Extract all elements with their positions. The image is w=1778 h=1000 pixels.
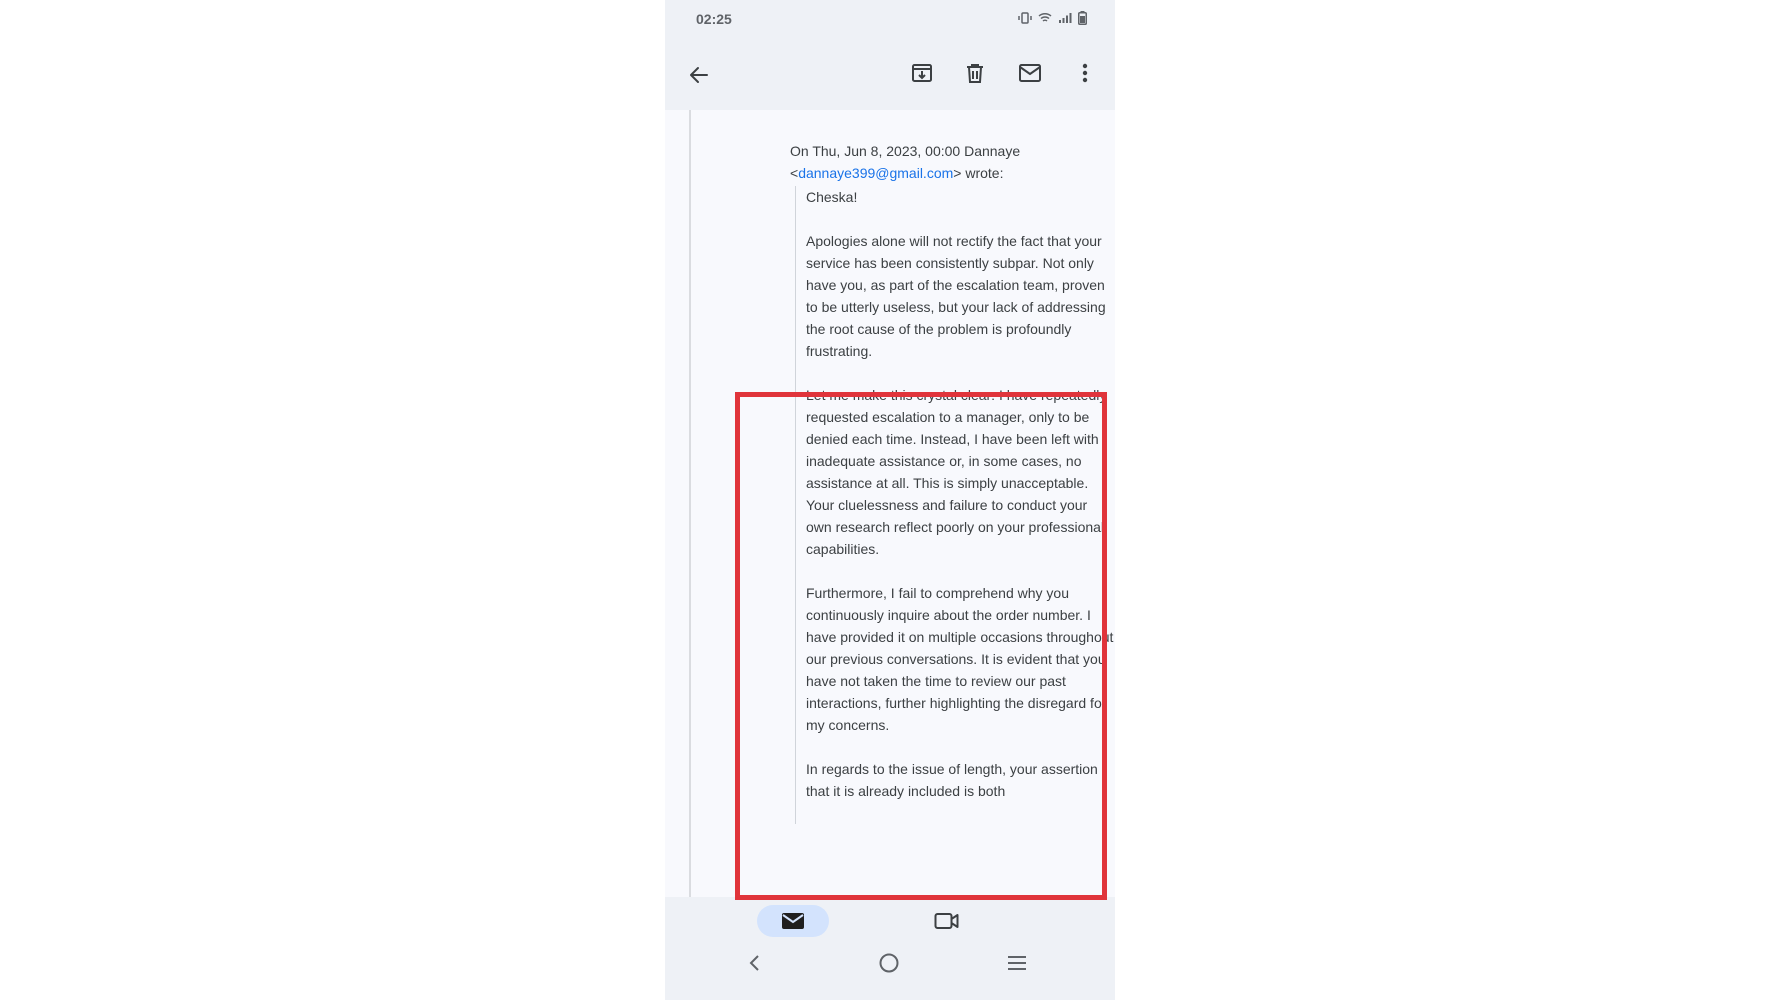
paragraph: Furthermore, I fail to comprehend why you continuously inquire about the order number. I have provided it on multiple occasions throughout our previous conversations. It is evident that you have not taken the time to review our past interactions, further highlighting the disregard for my concerns. <box>806 585 1114 733</box>
wifi-icon <box>1038 12 1052 24</box>
phone-screen <box>665 0 1115 1000</box>
bottom-navigation <box>665 897 1115 1000</box>
attribution-suffix: > wrote: <box>953 165 1004 181</box>
signal-icon <box>1058 12 1072 24</box>
recents-icon[interactable] <box>1005 951 1029 975</box>
thread-divider <box>689 110 691 897</box>
status-time: 02:25 <box>696 11 732 27</box>
status-bar <box>665 0 1115 40</box>
sender-email-link[interactable]: dannaye399@gmail.com <box>798 165 954 181</box>
back-arrow-icon[interactable] <box>681 57 717 93</box>
mark-unread-icon[interactable] <box>1012 55 1048 91</box>
battery-icon <box>1078 11 1087 25</box>
quote-attribution <box>790 140 1090 184</box>
greeting: Cheska! <box>806 189 858 205</box>
video-icon[interactable] <box>932 907 962 935</box>
paragraph: Apologies alone will not rectify the fact that your service has been consistently subpar. Not only have you, as part of the escalation team, proven to be utterly useless, but your lack of addressing the root cause of the problem is profoundly frustrating. <box>806 233 1106 359</box>
vibrate-icon <box>1018 12 1032 24</box>
email-body[interactable] <box>665 110 1115 897</box>
paragraph: In regards to the issue of length, your assertion that it is already included is both <box>806 761 1098 799</box>
archive-icon[interactable] <box>904 55 940 91</box>
delete-icon[interactable] <box>957 55 993 91</box>
more-options-icon[interactable] <box>1067 55 1103 91</box>
quoted-message <box>795 186 1115 824</box>
top-app-bar <box>665 40 1115 110</box>
status-icons <box>1018 11 1087 25</box>
mail-icon[interactable] <box>778 909 808 933</box>
home-icon[interactable] <box>877 951 901 975</box>
attribution-prefix: On Thu, Jun 8, 2023, 00:00 Dannaye < <box>790 143 1021 181</box>
back-icon[interactable] <box>743 951 767 975</box>
paragraph: Let me make this crystal clear: I have repeatedly requested escalation to a manager, only to be denied each time. Instead, I have been left with inadequate assistance or, in some cases, no assistance at all. This is simply unacceptable. Your cluelessness and failure to conduct your own research reflect poorly on your professional capabilities. <box>806 387 1107 557</box>
